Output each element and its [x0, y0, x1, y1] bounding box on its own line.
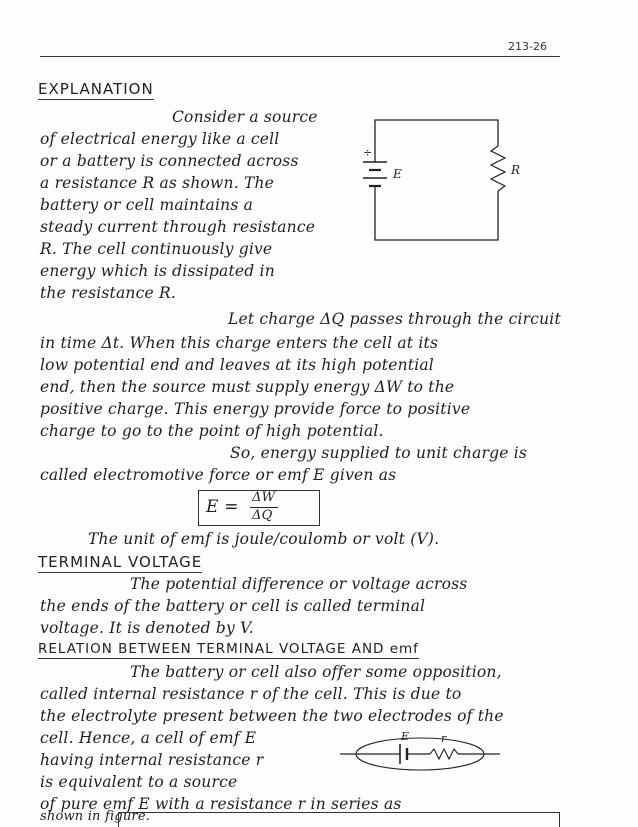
- text-line-27: is equivalent to a source: [40, 773, 238, 791]
- text-line-14: positive charge. This energy provide force to positive: [40, 400, 471, 418]
- circuit-diagram-2: [340, 728, 500, 776]
- text-line-18: The unit of emf is joule/coulomb or volt (V).: [88, 530, 440, 548]
- text-line-3: or a battery is connected across: [40, 152, 299, 170]
- text-line-9: the resistance R.: [40, 284, 176, 302]
- text-line-2: of electrical energy like a cell: [40, 130, 280, 148]
- text-line-25: cell. Hence, a cell of emf E: [40, 729, 257, 747]
- text-line-22: The battery or cell also offer some opposition,: [130, 663, 502, 681]
- text-line-17: called electromotive force or emf E given as: [40, 466, 397, 484]
- cell-label: E: [401, 730, 410, 743]
- formula-denominator: ΔQ: [252, 508, 273, 523]
- formula-numerator: ΔW: [252, 490, 276, 505]
- top-rule: [40, 56, 560, 57]
- text-line-8: energy which is dissipated in: [40, 262, 275, 280]
- text-line-29: shown in figure.: [40, 809, 151, 824]
- text-line-13: end, then the source must supply energy ΔW to the: [40, 378, 455, 396]
- text-line-11: in time Δt. When this charge enters the cell at its: [40, 334, 439, 352]
- text-line-20: the ends of the battery or cell is called terminal: [40, 597, 426, 615]
- circuit-diagram-1: [360, 112, 521, 242]
- internal-resistance-label: r: [441, 732, 447, 745]
- explanation-heading: EXPLANATION: [38, 80, 154, 98]
- text-line-26: having internal resistance r: [40, 751, 264, 769]
- text-line-12: low potential end and leaves at its high potential: [40, 356, 434, 374]
- text-line-23: called internal resistance r of the cell. This is due to: [40, 685, 462, 703]
- text-line-16: So, energy supplied to unit charge is: [230, 444, 528, 462]
- svg-text:÷: ÷: [363, 146, 373, 159]
- text-line-15: charge to go to the point of high potential.: [40, 422, 384, 440]
- text-line-21: voltage. It is denoted by V.: [40, 619, 254, 637]
- text-line-5: battery or cell maintains a: [40, 196, 254, 214]
- next-figure-box: [118, 812, 560, 827]
- text-line-19: The potential difference or voltage across: [130, 575, 468, 593]
- text-line-28: of pure emf E with a resistance r in series as: [40, 795, 402, 813]
- cell-label: E: [393, 167, 402, 181]
- page-number: 213-26: [508, 40, 547, 53]
- text-line-7: R. The cell continuously give: [40, 240, 273, 258]
- text-line-6: steady current through resistance: [40, 218, 316, 236]
- text-line-10: Let charge ΔQ passes through the circuit: [228, 310, 561, 328]
- formula-lhs: E =: [206, 497, 239, 517]
- text-line-1: Consider a source: [172, 108, 318, 126]
- text-line-24: the electrolyte present between the two electrodes of the: [40, 707, 504, 725]
- relation-heading: RELATION BETWEEN TERMINAL VOLTAGE AND emf: [38, 641, 419, 657]
- terminal-voltage-heading: TERMINAL VOLTAGE: [38, 553, 203, 571]
- resistor-label: R: [511, 163, 521, 177]
- text-line-4: a resistance R as shown. The: [40, 174, 275, 192]
